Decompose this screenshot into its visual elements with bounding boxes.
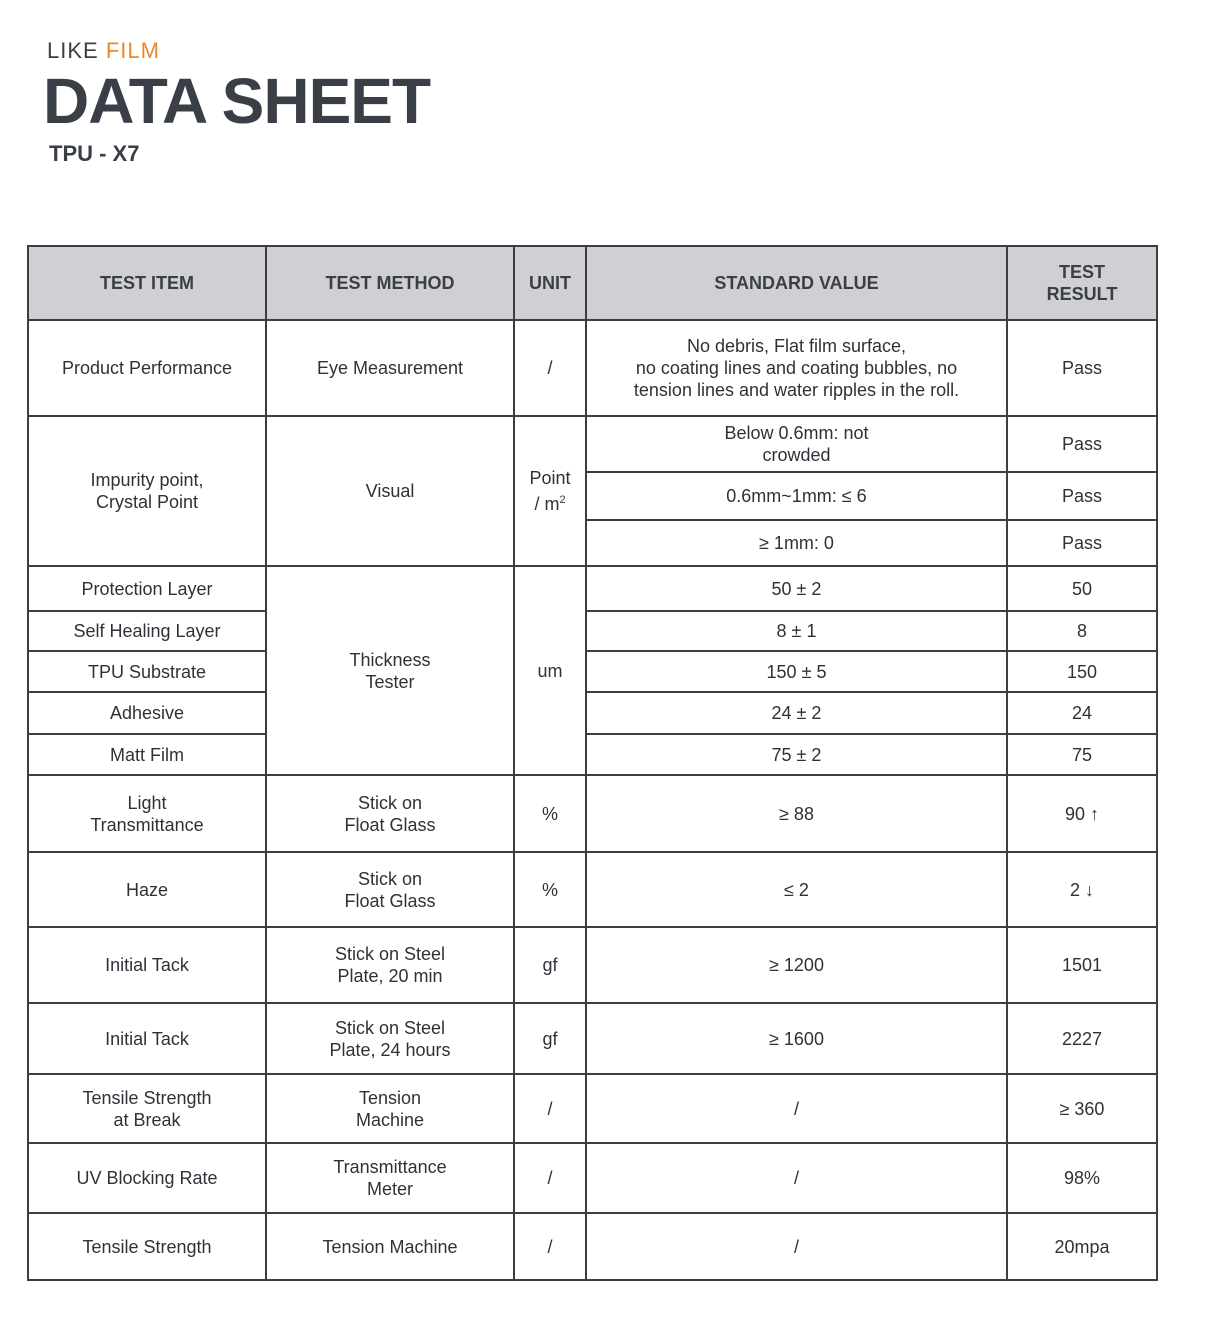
table-row — [28, 1003, 1157, 1074]
header-unit: UNIT — [514, 246, 586, 320]
cell-method: Transmittance Meter — [266, 1143, 514, 1213]
cell-standard: ≥ 1mm: 0 — [586, 520, 1007, 566]
header-test-item: TEST ITEM — [28, 246, 266, 320]
cell-item: Self Healing Layer — [28, 611, 266, 651]
table-row — [28, 734, 1157, 775]
table-row — [28, 927, 1157, 1003]
cell-standard: ≤ 2 — [586, 852, 1007, 927]
data-sheet-table — [27, 245, 1158, 1281]
cell-item: Tensile Strength — [28, 1213, 266, 1280]
cell-result: Pass — [1007, 320, 1157, 416]
cell-result: 75 — [1007, 734, 1157, 775]
cell-result: 8 — [1007, 611, 1157, 651]
cell-item: Tensile Strength at Break — [28, 1074, 266, 1143]
cell-item: Initial Tack — [28, 1003, 266, 1074]
cell-result: Pass — [1007, 472, 1157, 520]
cell-unit: / — [514, 1143, 586, 1213]
cell-result: ≥ 360 — [1007, 1074, 1157, 1143]
cell-standard: ≥ 88 — [586, 775, 1007, 852]
cell-unit: um — [514, 566, 586, 775]
cell-standard: / — [586, 1074, 1007, 1143]
cell-result: 150 — [1007, 651, 1157, 692]
cell-standard: 150 ± 5 — [586, 651, 1007, 692]
table-row — [28, 1074, 1157, 1143]
cell-result: 2227 — [1007, 1003, 1157, 1074]
brand-line — [47, 38, 160, 64]
cell-unit: % — [514, 775, 586, 852]
cell-item: UV Blocking Rate — [28, 1143, 266, 1213]
cell-unit: / — [514, 1213, 586, 1280]
table-row — [28, 611, 1157, 651]
table-row — [28, 651, 1157, 692]
cell-standard: ≥ 1200 — [586, 927, 1007, 1003]
cell-item: Haze — [28, 852, 266, 927]
header-test-method: TEST METHOD — [266, 246, 514, 320]
cell-standard: / — [586, 1143, 1007, 1213]
cell-item: Light Transmittance — [28, 775, 266, 852]
cell-result: 2 ↓ — [1007, 852, 1157, 927]
cell-method: Thickness Tester — [266, 566, 514, 775]
cell-standard: ≥ 1600 — [586, 1003, 1007, 1074]
cell-item: TPU Substrate — [28, 651, 266, 692]
header-test-result: TEST RESULT — [1007, 246, 1157, 320]
cell-result: Pass — [1007, 416, 1157, 472]
cell-unit: gf — [514, 927, 586, 1003]
cell-result: 24 — [1007, 692, 1157, 734]
cell-result: 90 ↑ — [1007, 775, 1157, 852]
cell-method: Tension Machine — [266, 1213, 514, 1280]
cell-standard: 8 ± 1 — [586, 611, 1007, 651]
cell-unit: gf — [514, 1003, 586, 1074]
cell-unit: / — [514, 1074, 586, 1143]
brand-accent: FILM — [105, 38, 160, 63]
cell-standard: 24 ± 2 — [586, 692, 1007, 734]
table-row — [28, 320, 1157, 416]
page-title: DATA SHEET — [43, 65, 431, 137]
cell-unit: % — [514, 852, 586, 927]
table-row — [28, 775, 1157, 852]
cell-unit: / — [514, 320, 586, 416]
cell-standard: No debris, Flat film surface, no coating lines and coating bubbles, no tension lines and water ripples in the roll. — [586, 320, 1007, 416]
table-row — [28, 692, 1157, 734]
unit-superscript: 2 — [559, 494, 566, 506]
table-row — [28, 416, 1157, 472]
brand-prefix: LIKE — [47, 38, 99, 63]
cell-item: Adhesive — [28, 692, 266, 734]
cell-unit — [514, 416, 586, 566]
cell-result: 1501 — [1007, 927, 1157, 1003]
cell-method: Eye Measurement — [266, 320, 514, 416]
cell-item: Product Performance — [28, 320, 266, 416]
cell-result: 98% — [1007, 1143, 1157, 1213]
cell-method: Stick on Float Glass — [266, 775, 514, 852]
cell-standard: / — [586, 1213, 1007, 1280]
cell-standard: 50 ± 2 — [586, 566, 1007, 611]
cell-standard: Below 0.6mm: not crowded — [586, 416, 1007, 472]
cell-item: Initial Tack — [28, 927, 266, 1003]
table-row — [28, 1143, 1157, 1213]
cell-item: Protection Layer — [28, 566, 266, 611]
cell-standard: 75 ± 2 — [586, 734, 1007, 775]
table-row — [28, 566, 1157, 611]
cell-method: Tension Machine — [266, 1074, 514, 1143]
table-header-row — [28, 246, 1157, 320]
cell-method: Visual — [266, 416, 514, 566]
table-row — [28, 852, 1157, 927]
unit-text: Point / m — [529, 468, 571, 514]
table-row — [28, 1213, 1157, 1280]
cell-item: Impurity point, Crystal Point — [28, 416, 266, 566]
cell-result: 20mpa — [1007, 1213, 1157, 1280]
cell-method: Stick on Float Glass — [266, 852, 514, 927]
cell-method: Stick on Steel Plate, 24 hours — [266, 1003, 514, 1074]
cell-standard: 0.6mm~1mm: ≤ 6 — [586, 472, 1007, 520]
product-code: TPU - X7 — [49, 141, 140, 166]
cell-method: Stick on Steel Plate, 20 min — [266, 927, 514, 1003]
cell-result: 50 — [1007, 566, 1157, 611]
header-standard-value: STANDARD VALUE — [586, 246, 1007, 320]
cell-item: Matt Film — [28, 734, 266, 775]
cell-result: Pass — [1007, 520, 1157, 566]
